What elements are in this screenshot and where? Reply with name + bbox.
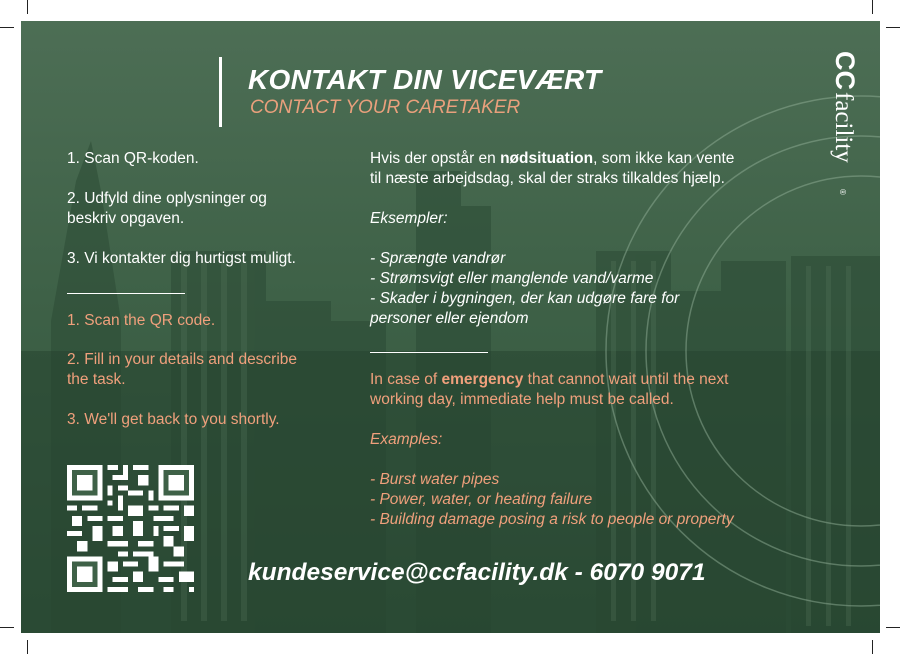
heading-accent-bar (219, 57, 222, 127)
step-da-3: 3. Vi kontakter dig hurtigst muligt. (67, 250, 296, 267)
example-da-3-cont: personer eller ejendom (370, 310, 529, 327)
step-da-2: 2. Udfyld dine oplysninger og (67, 190, 267, 207)
crop-mark (872, 0, 873, 14)
example-en-2: - Power, water, or heating failure (370, 491, 593, 508)
examples-en-label: Examples: (370, 431, 443, 448)
crop-mark (886, 27, 900, 28)
examples-da-label: Eksempler: (370, 210, 448, 227)
emergency-en-bold: emergency (441, 371, 524, 388)
step-en-2: 2. Fill in your details and describe (67, 351, 298, 368)
step-en-1: 1. Scan the QR code. (67, 312, 216, 329)
card-title: KONTAKT DIN VICEVÆRT (248, 64, 602, 95)
emergency-da-pre: Hvis der opstår en (370, 150, 501, 167)
ccfacility-logo (827, 45, 861, 195)
example-da-1: - Sprængte vandrør (370, 250, 506, 267)
emergency-en-pre: In case of (370, 371, 442, 388)
emergency-da-bold: nødsituation (500, 150, 594, 167)
card-subtitle: CONTACT YOUR CARETAKER (250, 97, 521, 118)
crop-mark (872, 640, 873, 654)
emergency-en-line1 (370, 370, 728, 390)
crop-mark (27, 640, 28, 654)
logo-reg: ® (838, 189, 847, 195)
example-en-3: - Building damage posing a risk to people or property (370, 511, 734, 528)
emergency-da-line1 (370, 149, 734, 169)
crop-mark (0, 27, 14, 28)
emergency-da-post: , som ikke kan vente (593, 150, 735, 167)
logo-mark: CC (830, 51, 860, 90)
crop-mark (886, 627, 900, 628)
logo-word: facility (830, 92, 857, 163)
example-da-3: - Skader i bygningen, der kan udgøre fare for (370, 290, 680, 307)
divider (67, 293, 185, 294)
step-da-2-cont: beskriv opgaven. (67, 210, 185, 227)
contact-email-phone[interactable]: kundeservice@ccfacility.dk - 6070 9071 (248, 559, 706, 586)
crop-mark (0, 627, 14, 628)
emergency-da-line2: til næste arbejdsdag, skal der straks tilkaldes hjælp. (370, 170, 725, 187)
emergency-en-line2: working day, immediate help must be called. (370, 391, 674, 408)
step-en-3: 3. We'll get back to you shortly. (67, 411, 280, 428)
crop-mark (27, 0, 28, 14)
example-en-1: - Burst water pipes (370, 471, 500, 488)
caretaker-card (21, 21, 880, 633)
qr-code[interactable] (67, 465, 194, 592)
divider (370, 352, 488, 353)
emergency-en-post: that cannot wait until the next (523, 371, 729, 388)
step-da-1: 1. Scan QR-koden. (67, 150, 199, 167)
step-en-2-cont: the task. (67, 371, 126, 388)
example-da-2: - Strømsvigt eller manglende vand/varme (370, 270, 654, 287)
